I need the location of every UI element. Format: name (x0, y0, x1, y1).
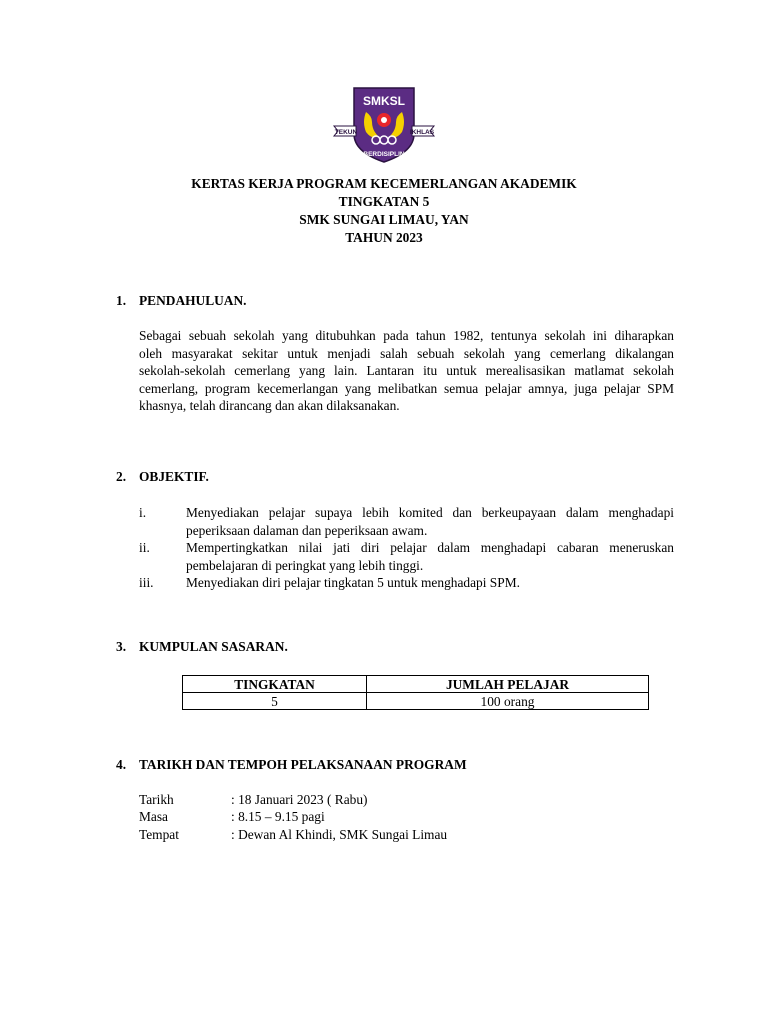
paragraph-line: cemerlang, program kecemerlangan yang melibatkan semua pelajar amnya, juga pelajar SPM (139, 380, 674, 396)
title-line-3: SMK SUNGAI LIMAU, YAN (299, 212, 469, 227)
paragraph-line: oleh masyarakat sekitar untuk menjadi salah sebuah sekolah yang cemerlang dikalangan (139, 345, 674, 361)
title-line-1: KERTAS KERJA PROGRAM KECEMERLANGAN AKADEMIK (191, 176, 577, 191)
target-group-table (182, 675, 649, 710)
objective-line: pembelajaran di peringkat yang lebih tinggi. (186, 557, 424, 573)
logo-left-ribbon-text: TEKUN (334, 129, 358, 136)
objective-line: Menyediakan pelajar supaya lebih komited dan berkeupayaan dalam menghadapi (186, 505, 674, 520)
section-4-heading: TARIKH DAN TEMPOH PELAKSANAAN PROGRAM (139, 757, 467, 772)
table-cell: 100 orang (367, 693, 649, 710)
section-1-number: 1. (116, 293, 127, 308)
table-header-cell: JUMLAH PELAJAR (367, 676, 649, 693)
objective-line: Menyediakan diri pelajar tingkatan 5 untuk menghadapi SPM. (186, 575, 520, 590)
objective-2-number: ii. (139, 540, 150, 555)
detail-value-masa: : 8.15 – 9.15 pagi (231, 809, 325, 824)
logo-right-ribbon-text: IKHLAS (409, 129, 435, 136)
table-row (183, 693, 649, 710)
title-line-2: TINGKATAN 5 (338, 194, 430, 209)
logo-banner-text: SMKSL (363, 94, 405, 108)
objective-3-text (186, 574, 674, 592)
document-title (120, 175, 648, 247)
detail-label-tarikh: Tarikh (139, 792, 174, 807)
objective-2-text (186, 539, 674, 574)
section-2-heading: OBJEKTIF. (139, 469, 209, 484)
title-line-4: TAHUN 2023 (345, 230, 423, 245)
objective-line: peperiksaan dalaman dan peperiksaan awam. (186, 522, 428, 538)
objective-1-text (186, 504, 674, 539)
table-header-cell: TINGKATAN (183, 676, 367, 693)
objective-line: Mempertingkatkan nilai jati diri pelajar dalam menghadapi cabaran meneruskan (186, 540, 674, 555)
table-cell: 5 (183, 693, 367, 710)
table-header-row (183, 676, 649, 693)
paragraph-line: Sebagai sebuah sekolah yang ditubuhkan pada tahun 1982, tentunya sekolah ini diharapkan (139, 328, 674, 343)
detail-value-tempat: : Dewan Al Khindi, SMK Sungai Limau (231, 827, 448, 842)
section-2-number: 2. (116, 469, 127, 484)
logo-bottom-text: BERDISIPLIN (363, 151, 405, 158)
section-1-paragraph (139, 327, 674, 415)
section-4-number: 4. (116, 757, 127, 772)
section-3-heading: KUMPULAN SASARAN. (139, 639, 288, 654)
school-crest-icon (332, 86, 436, 164)
school-logo (332, 86, 436, 164)
objective-3-number: iii. (139, 575, 154, 590)
section-1-heading: PENDAHULUAN. (139, 293, 247, 308)
detail-label-masa: Masa (139, 809, 169, 824)
paragraph-line: khasnya, telah dirancang dan akan dilaksanakan. (139, 398, 400, 414)
objective-1-number: i. (139, 505, 147, 520)
section-3-number: 3. (116, 639, 127, 654)
detail-label-tempat: Tempat (139, 827, 179, 842)
detail-value-tarikh: : 18 Januari 2023 ( Rabu) (231, 792, 368, 807)
paragraph-line: sekolah-sekolah cemerlang yang lain. Lantaran itu untuk merealisasikan matlamat sekolah (139, 363, 674, 379)
